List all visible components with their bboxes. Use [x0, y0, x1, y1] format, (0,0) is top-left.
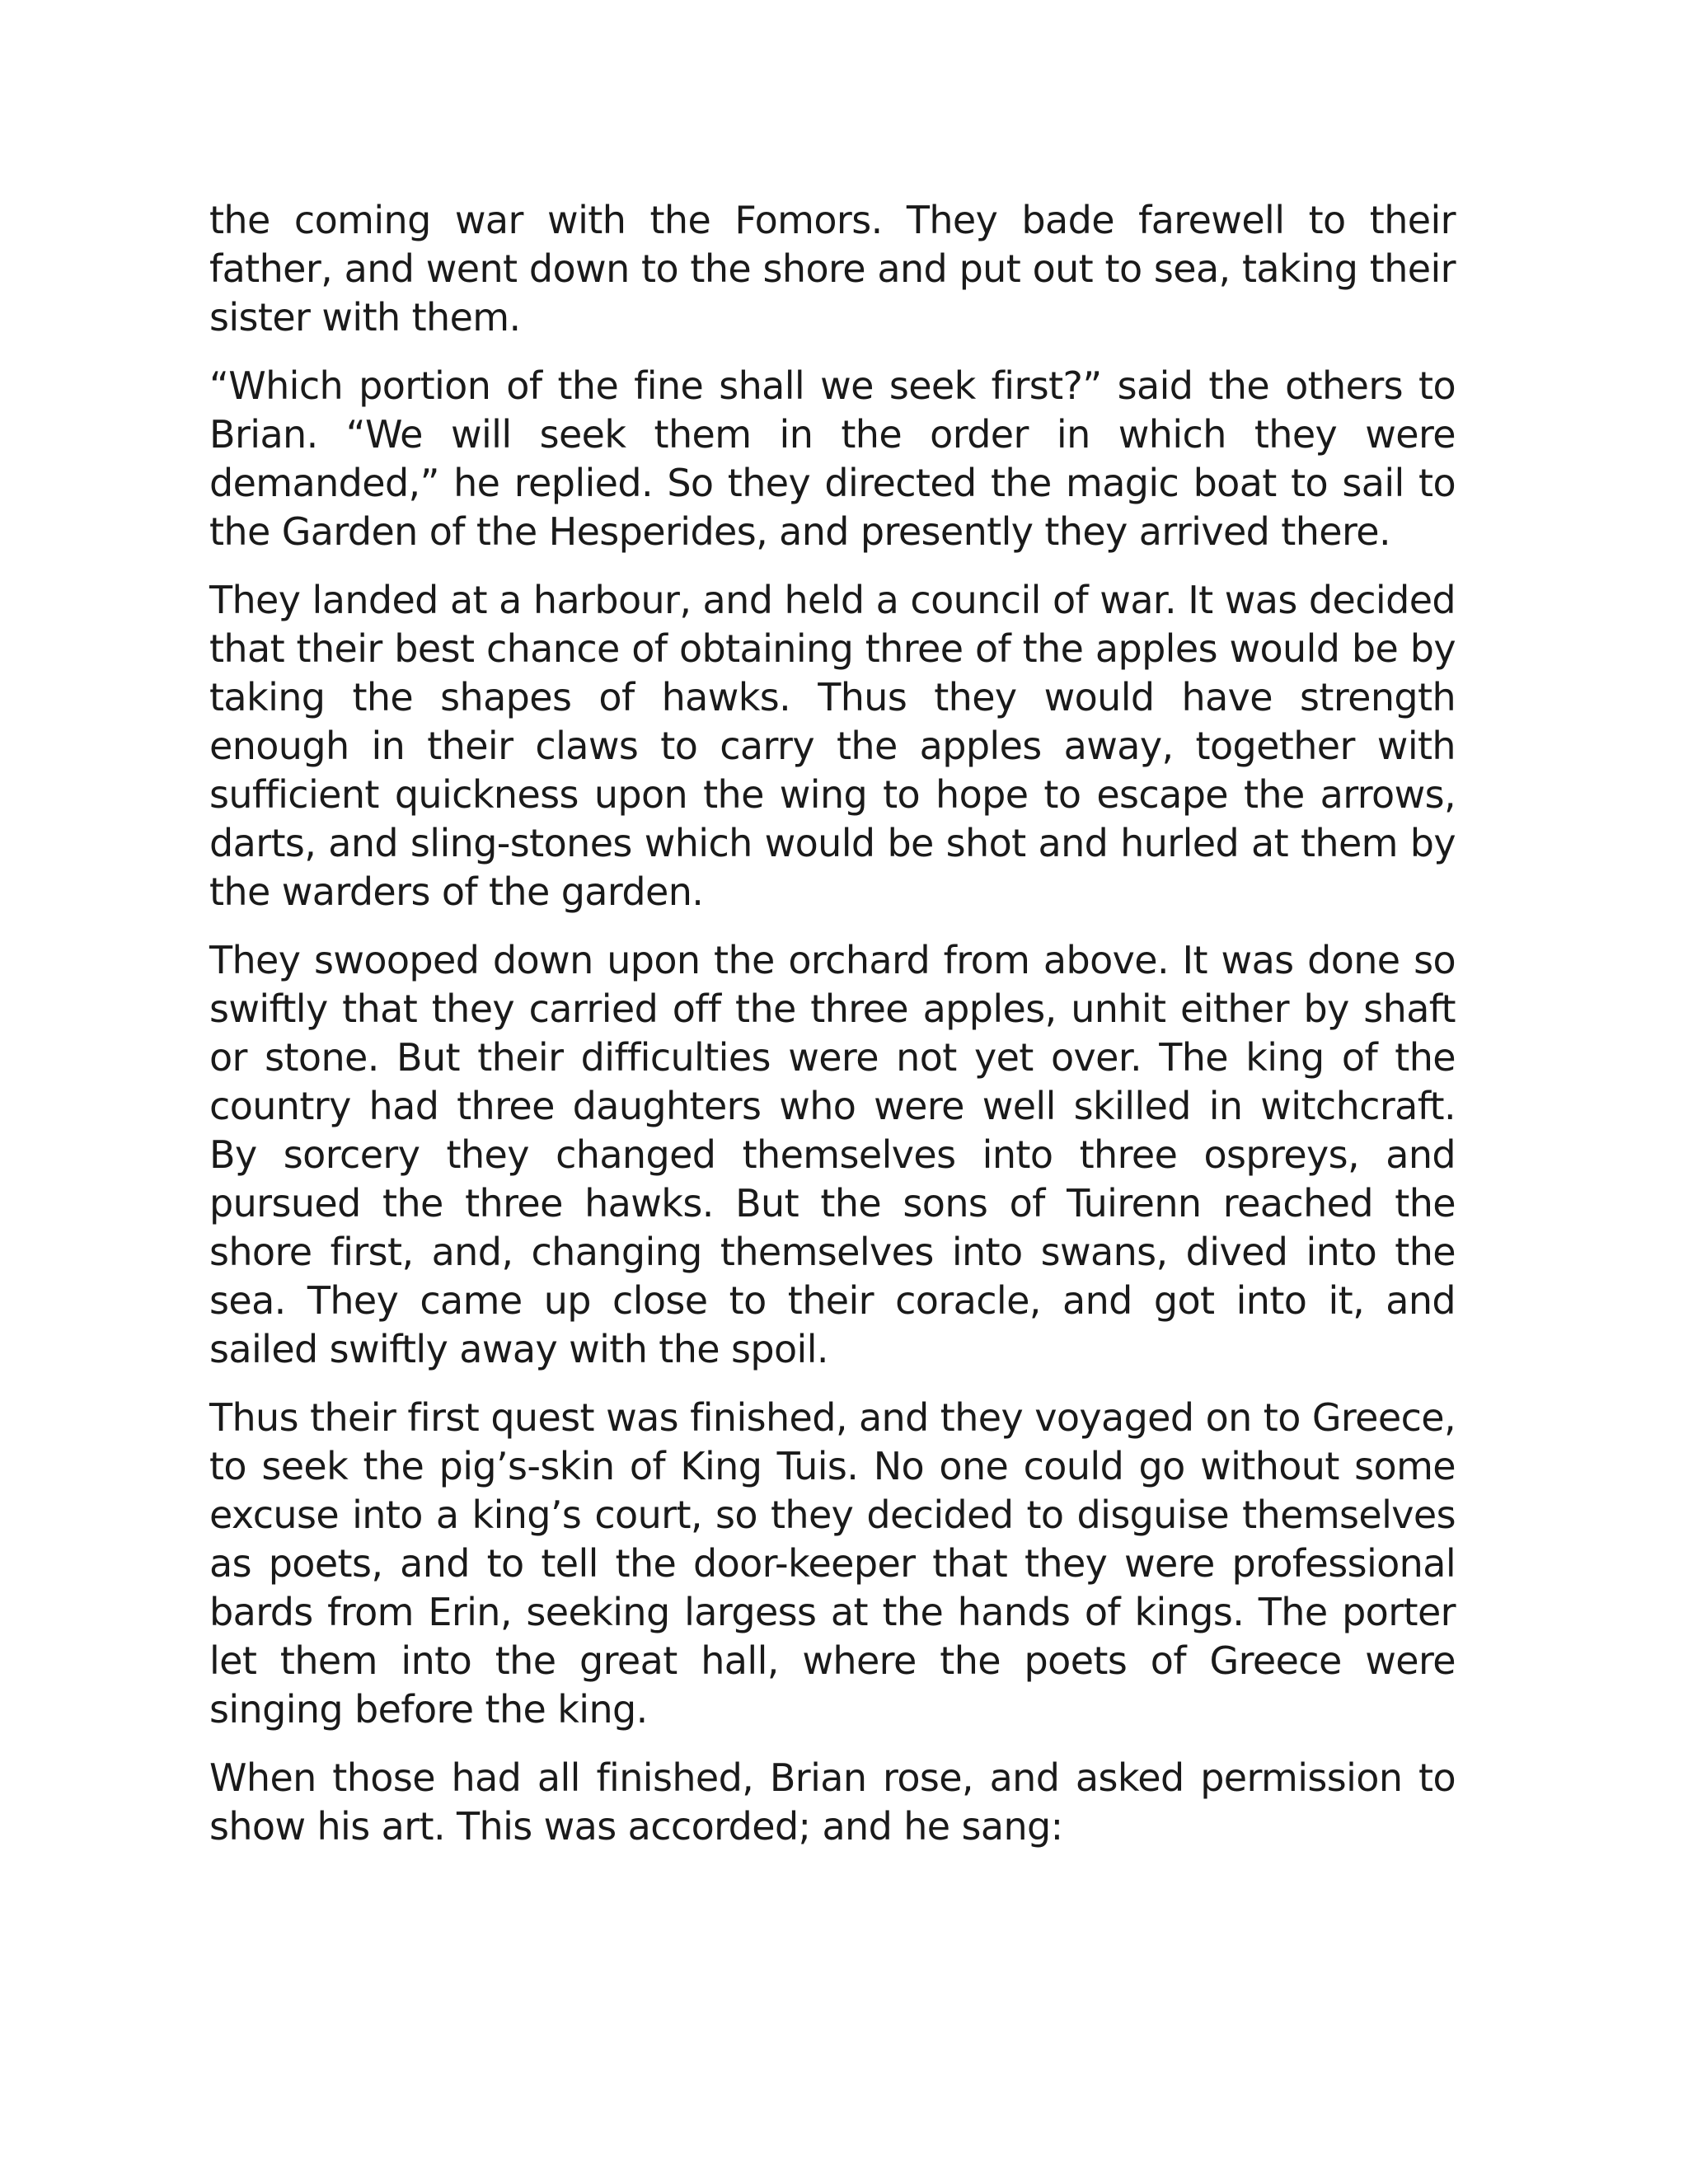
- paragraph: Thus their first quest was finished, and they voyaged on to Greece, to seek the pig’s-skin of King Tuis. No one could go without some excuse into a king’s court, so they decided to disguise themselves as poets, and to tell the door-keeper that they were professional bards from Erin, seeking largess at the hands of kings. The porter let them into the great hall, where the poets of Greece were singing before the king.: [209, 1395, 1456, 1732]
- paragraph: the coming war with the Fomors. They bade farewell to their father, and went down to the shore and put out to sea, taking their sister with them.: [209, 198, 1456, 340]
- paragraph: They landed at a harbour, and held a council of war. It was decided that their best chance of obtaining three of the apples would be by taking the shapes of hawks. Thus they would have strength enough in their claws to carry the apples away, together with sufficient quickness upon the wing to hope to escape the arrows, darts, and sling-stones which would be shot and hurled at them by the warders of the garden.: [209, 578, 1456, 914]
- paragraph: When those had all finished, Brian rose, and asked permission to show his art. This was accorded; and he sang:: [209, 1755, 1456, 1849]
- paragraph: “Which portion of the fine shall we seek first?” said the others to Brian. “We will seek them in the order in which they were demanded,” he replied. So they directed the magic boat to sail to the Garden of the Hesperides, and presently they arrived there.: [209, 363, 1456, 554]
- paragraph: They swooped down upon the orchard from above. It was done so swiftly that they carried off the three apples, unhit either by shaft or stone. But their difficulties were not yet over. The king of the country had three daughters who were well skilled in witchcraft. By sorcery they changed themselves into three ospreys, and pursued the three hawks. But the sons of Tuirenn reached the shore first, and, changing themselves into swans, dived into the sea. They came up close to their coracle, and got into it, and sailed swiftly away with the spoil.: [209, 938, 1456, 1371]
- page-text: [209, 196, 1456, 1871]
